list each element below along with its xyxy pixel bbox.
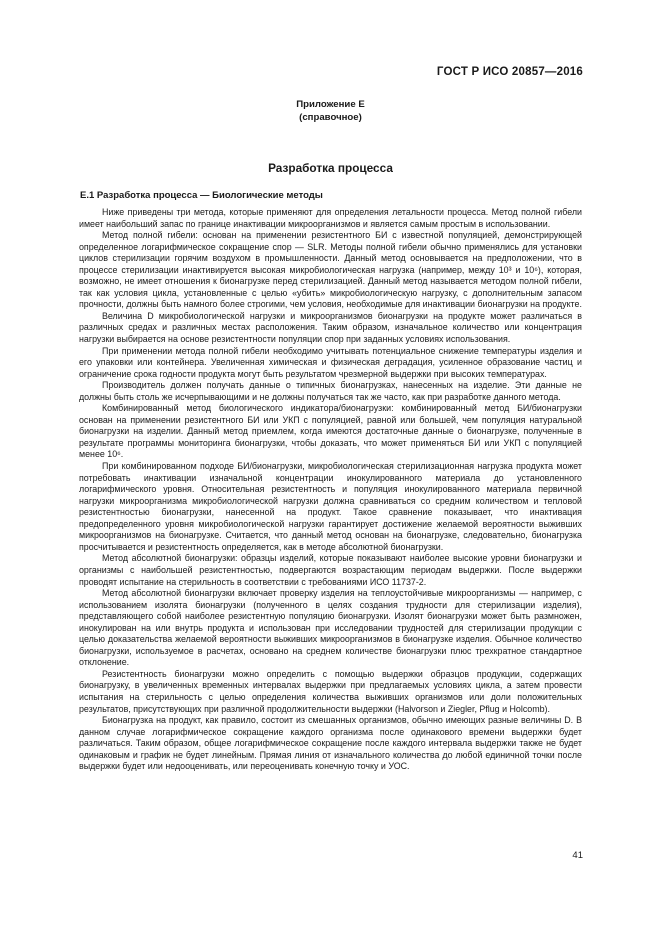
annex-subtitle: (справочное) [299, 112, 362, 123]
paragraph: Резистентность бионагрузки можно определить с помощью выдержки образцов продукции, содержащих бионагрузку, в увеличенных временных интервалах выдержки при предлагаемых условиях цикла, а затем провести испытания на стерильность с целью определения количества выживших организмов или доли положительных результатов, присутствующих при различной продолжительности выдержки (Halvorson и Ziegler, Pflug и Holcomb). [79, 668, 582, 714]
paragraph: Ниже приведены три метода, которые применяют для определения летальности процесса. Метод полной гибели имеет наибольший запас по границе инактивации микроорганизмов и является самым простым в использовании. [79, 207, 582, 229]
paragraph: При применении метода полной гибели необходимо учитывать потенциальное снижение температуры изделия и его упаковки или контейнера. Увеличенная химическая и физическая деградация, усиленное образование частиц и ограничение срока годности продукта могут быть результатом чрезмерной выдержки при высоких температурах. [79, 345, 582, 379]
paragraph: Бионагрузка на продукт, как правило, состоит из смешанных организмов, обычно имеющих разные величины D. В данном случае логарифмическое сокращение каждого организма после одинакового времени выдержки будет различаться. Таким образом, общее логарифмическое сокращение после каждого интервала выдержки также не будет одинаковым и график не будет линейным. Прямая линия от изначального количества до любой единичной точки после выдержки будет или недооценивать, или переоценивать конечную точку и УОС. [79, 715, 582, 772]
paragraph: Комбинированный метод биологического индикатора/бионагрузки: комбинированный метод БИ/бионагрузки основан на применении резистентного БИ или УКП с популяцией, равной или большей, чем популяция натуральной бионагрузки на изделии. Данный метод приемлем, когда имеются достаточные данные о бионагрузке, полученные в результате программы мониторинга бионагрузки, чтобы доказать, что может применяться БИ или УКП с популяцией менее 10⁶. [79, 403, 582, 460]
paragraph: Метод абсолютной бионагрузки включает проверку изделия на теплоустойчивые микроорганизмы — например, с использованием изолята бионагрузки (полученного в целях создания трудности для стерилизации изделия), представляющего собой наиболее резистентную популяцию бионагрузки. Изолят бионагрузки может быть размножен, инокулирован на или внутрь продукта и использован при исследовании трудностей для стерилизации продукции с целью доказательства желаемой вероятности выживших микроорганизмов в бионагрузке изделия. Обычное количество бионагрузки, используемое в расчетах, основано на среднем количестве бионагрузки плюс трехкратное стандартное отклонение. [79, 588, 582, 668]
paragraph: Величина D микробиологической нагрузки и микроорганизмов бионагрузки на продукте может различаться в различных средах и различных местах расположения. Таким образом, изначальное количество или концентрация нагрузки выбирается на основе резистентности популяции спор при заданных условиях использования. [79, 310, 582, 345]
page-title: Разработка процесса [268, 161, 393, 175]
annex-title: Приложение Е [296, 99, 365, 110]
paragraph: Метод полной гибели: основан на применении резистентного БИ с известной популяцией, демонстрирующей определенное логарифмическое сокращение спор — SLR. Методы полной гибели обычно применялись для установки циклов стерилизации горячим воздухом в промышленности. Данный метод основывается на предположении, что в процессе стерилизации инактивируется высокая микробиологическая нагрузка (например, между 10³ и 10⁶), которая, возможно, не имеет отношения к бионагрузке перед стерилизацией. Данный метод называется методом полной гибели, так как условия цикла, установленные с целью «убить» микробиологическую нагрузку, с дополнительным запасом прочности, должны быть намного более строгими, чем условия, необходимые для инактивации бионагрузки на продукте. [79, 230, 582, 310]
paragraph: При комбинированном подходе БИ/бионагрузки, микробиологическая стерилизационная нагрузка продукта может потребовать инактивации изначальной концентрации инокулированного материала до установленного логарифмического уровня. Относительная резистентность и популяция инокулированного материала первичной нагрузки микроорганизма микробиологической нагрузки должна сравниваться со средним количеством и тепловой резистентностью бионагрузки, нанесенной на продукт. Такое сравнение показывает, что инактивация предопределенного уровня микробиологической нагрузки гарантирует достижение желаемой вероятности выживших микроорганизмов на бионагрузке. Считается, что данный метод основан на бионагрузке, следовательно, бионагрузка просчитывается и резистентность определяется, как в методе абсолютной бионагрузки. [79, 461, 582, 552]
paragraph: Метод абсолютной бионагрузки: образцы изделий, которые показывают наиболее высокие уровни бионагрузки и организмы с наибольшей резистентностью, подвергаются возрастающим периодам выдержки. После выдержки проводят испытание на стерильность в соответствии с требованиями ИСО 11737-2. [79, 553, 582, 587]
paragraph: Производитель должен получать данные о типичных бионагрузках, нанесенных на изделие. Эти данные не должны быть столь же исчерпывающими и не должны получаться так же часто, как при разработке данного метода. [79, 380, 582, 402]
annex-heading [0, 98, 661, 124]
page-number: 41 [572, 850, 583, 861]
document-code: ГОСТ Р ИСО 20857—2016 [436, 66, 583, 78]
body-text [79, 207, 582, 773]
section-heading: Е.1 Разработка процесса — Биологические методы [80, 190, 323, 201]
